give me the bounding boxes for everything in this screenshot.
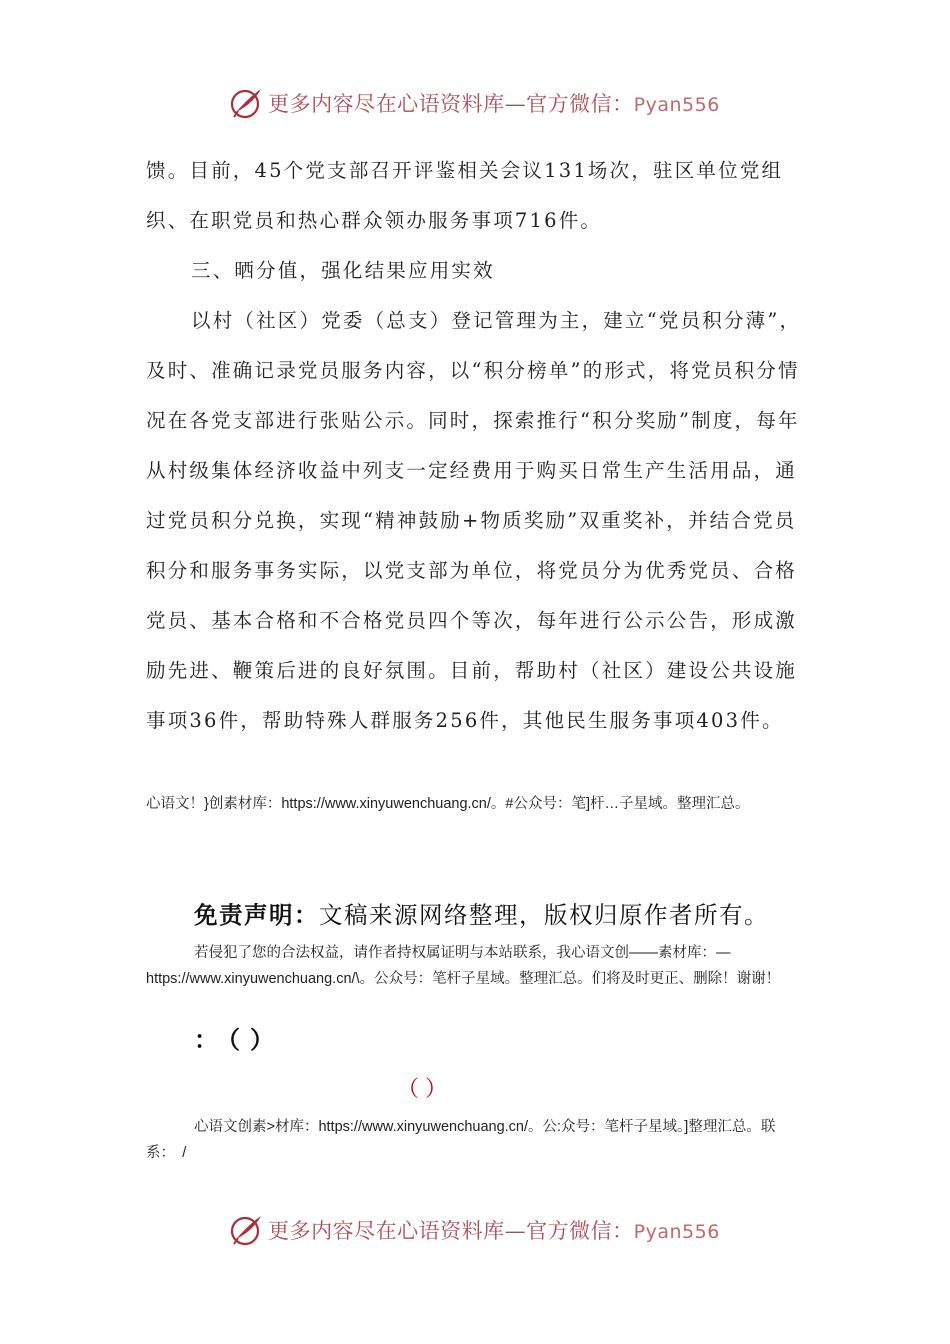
quill-pen-logo-icon (230, 86, 264, 120)
bold-colon-parentheses: ：（） (194, 1026, 284, 1054)
footer-banner-separator: — (504, 1219, 527, 1243)
disclaimer-heading (194, 896, 769, 930)
footer-banner (0, 1210, 950, 1250)
source-note-1: 心语文！}创素材库：https://www.xinyuwenchuang.cn/。#公众号：笔]杆…子星域。整理汇总。 (146, 796, 750, 812)
header-banner-text (268, 88, 720, 118)
footer-banner-text (268, 1215, 720, 1245)
disclaimer-text: 文稿来源网络整理，版权归原作者所有。 (319, 901, 769, 929)
header-banner (0, 83, 950, 123)
footer-banner-main: 更多内容尽在心语资料库 (268, 1219, 505, 1243)
section-heading-3: 三、晒分值，强化结果应用实效 (191, 259, 495, 282)
disclaimer-detail: 若侵犯了您的合法权益，请作者持权属证明与本站联系，我心语文创——素材库：—https://www.xinyuwenchuang.cn/\。公众号：笔杆子星域。整理汇总。们将及时更正、删除！谢谢！ (146, 945, 781, 987)
header-banner-main: 更多内容尽在心语资料库 (268, 92, 505, 116)
header-banner-separator: — (504, 92, 527, 116)
red-parentheses: （） (397, 1077, 454, 1102)
footer-banner-wechat-label: 官方微信： (526, 1219, 634, 1243)
header-banner-wechat-label: 官方微信： (526, 92, 634, 116)
paragraph-continued: 馈。目前，45个党支部召开评鉴相关会议131场次，驻区单位党组织、在职党员和热心群众领办服务事项716件。 (146, 159, 784, 232)
disclaimer-title: 免责声明： (194, 901, 319, 929)
header-banner-wechat-id: Pyan556 (633, 94, 720, 116)
paragraph-points-system: 以村（社区）党委（总支）登记管理为主，建立“党员积分薄”，及时、准确记录党员服务内容，以“积分榜单”的形式，将党员积分情况在各党支部进行张贴公示。同时，探索推行“积分奖励”制度，每年从村级集体经济收益中列支一定经费用于购买日常生产生活用品，通过党员积分兑换，实现“精神鼓励+物质奖励”双重奖补，并结合党员积分和服务事务实际，以党支部为单位，将党员分为优秀党员、合格党员、基本合格和不合格党员四个等次，每年进行公示公告，形成激励先进、鞭策后进的良好氛围。目前，帮助村（社区）建设公共设施事项36件，帮助特殊人群服务256件，其他民生服务事项403件。 (146, 309, 802, 732)
document-body (146, 146, 806, 746)
source-note-2: 心语文创素>材库：https://www.xinyuwenchuang.cn/。公:众号：笔杆子星域。]整理汇总。联系： / (146, 1119, 776, 1161)
quill-pen-logo-icon (230, 1213, 264, 1247)
footer-banner-wechat-id: Pyan556 (633, 1221, 720, 1243)
